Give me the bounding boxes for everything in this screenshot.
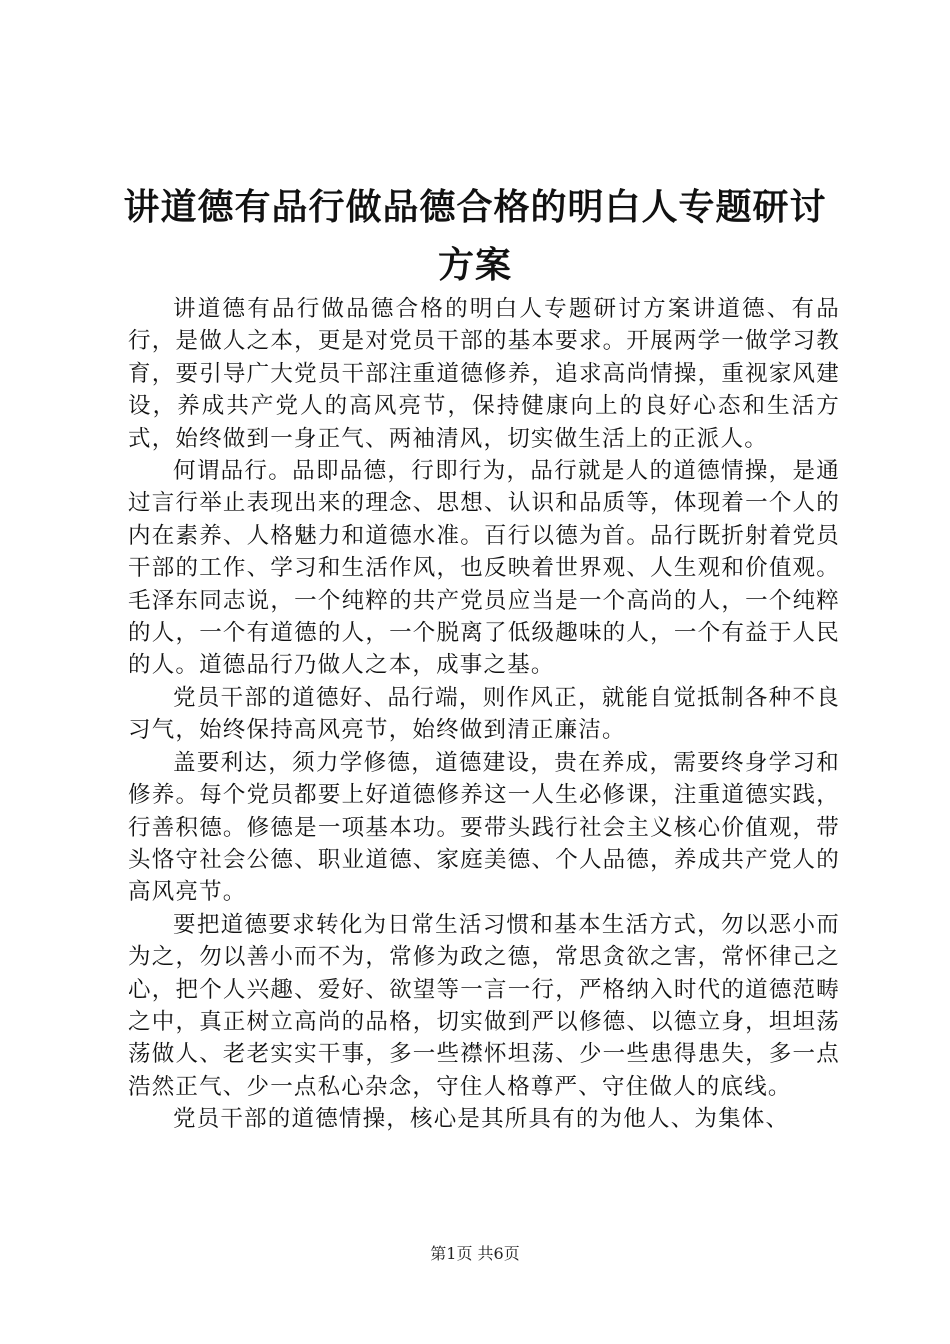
paragraph: 党员干部的道德好、品行端，则作风正，就能自觉抵制各种不良习气，始终保持高风亮节，始终做到清正廉洁。	[128, 684, 840, 744]
paragraph: 何谓品行。品即品德，行即行为，品行就是人的道德情操，是通过言行举止表现出来的理念、思想、认识和品质等，体现着一个人的内在素养、人格魅力和道德水准。百行以德为首。品行既折射着党员干部的工作、学习和生活作风，也反映着世界观、人生观和价值观。毛泽东同志说，一个纯粹的共产党员应当是一个高尚的人，一个纯粹的人，一个有道德的人，一个脱离了低级趣味的人，一个有益于人民的人。道德品行乃做人之本，成事之基。	[128, 458, 840, 679]
page-number-footer: 第1页 共6页	[430, 1244, 520, 1263]
paragraph: 要把道德要求转化为日常生活习惯和基本生活方式，勿以恶小而为之，勿以善小而不为，常修为政之德，常思贪欲之害，常怀律己之心，把个人兴趣、爱好、欲望等一言一行，严格纳入时代的道德范畴之中，真正树立高尚的品格，切实做到严以修德、以德立身，坦坦荡荡做人、老老实实干事，多一些襟怀坦荡、少一些患得患失，多一点浩然正气、少一点私心杂念，守住人格尊严、守住做人的底线。	[128, 911, 840, 1100]
document-body	[128, 293, 840, 1136]
document-title: 讲道德有品行做品德合格的明白人专题研讨方案	[123, 186, 827, 286]
paragraph: 党员干部的道德情操，核心是其所具有的为他人、为集体、	[173, 1106, 790, 1133]
paragraph: 讲道德有品行做品德合格的明白人专题研讨方案讲道德、有品行，是做人之本，更是对党员干部的基本要求。开展两学一做学习教育，要引导广大党员干部注重道德修养，追求高尚情操，重视家风建设，养成共产党人的高风亮节，保持健康向上的良好心态和生活方式，始终做到一身正气、两袖清风，切实做生活上的正派人。	[128, 296, 840, 452]
paragraph: 盖要利达，须力学修德，道德建设，贵在养成，需要终身学习和修养。每个党员都要上好道德修养这一人生必修课，注重道德实践，行善积德。修德是一项基本功。要带头践行社会主义核心价值观，带头恪守社会公德、职业道德、家庭美德、个人品德，养成共产党人的高风亮节。	[128, 749, 840, 906]
